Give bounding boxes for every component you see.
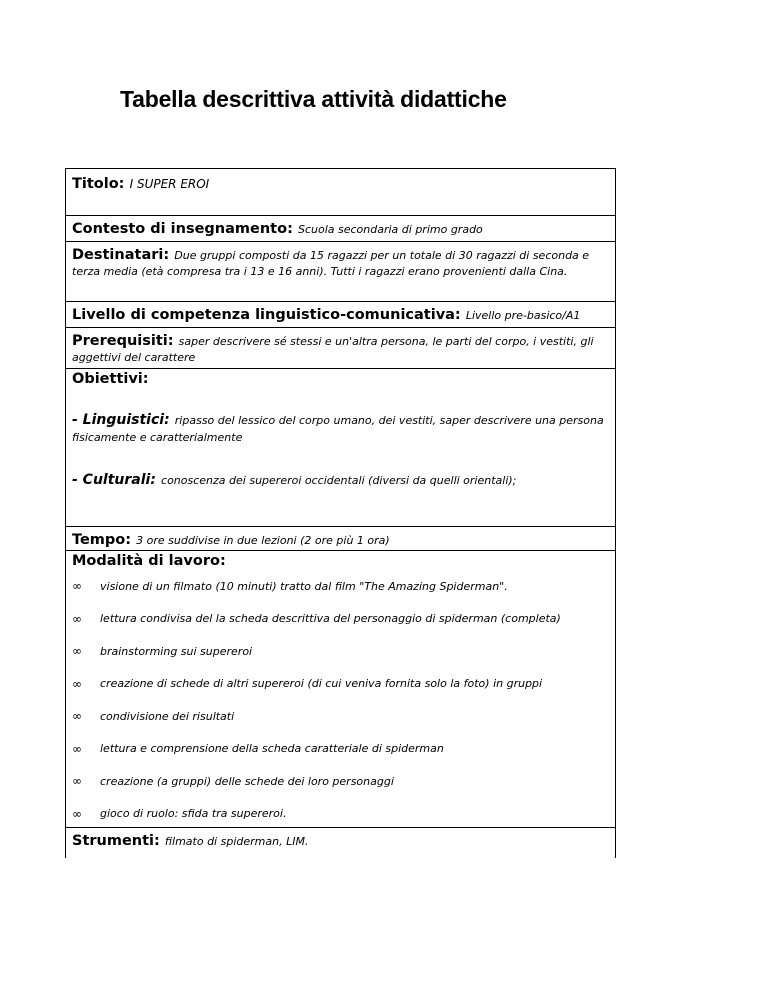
- document-title: Tabella descrittiva attività didattiche: [120, 86, 507, 112]
- list-item: [72, 603, 609, 636]
- label-linguistici: - Linguistici:: [72, 412, 170, 428]
- infinity-bullet-icon: ∞: [72, 741, 82, 756]
- list-item: [72, 765, 609, 798]
- label-modalita: Modalità di lavoro:: [72, 553, 226, 569]
- value-culturali: conoscenza dei supereroi occidentali (diversi da quelli orientali);: [161, 474, 517, 487]
- row-tempo: [66, 527, 615, 551]
- infinity-bullet-icon: ∞: [72, 676, 82, 691]
- value-contesto: Scuola secondaria di primo grado: [297, 223, 483, 236]
- row-strumenti: [66, 828, 615, 858]
- list-item-text: lettura condivisa del la scheda descrittiva del personaggio di spiderman (completa): [100, 612, 561, 626]
- list-item-text: brainstorming sui supereroi: [100, 644, 253, 658]
- label-contesto: Contesto di insegnamento:: [72, 221, 293, 237]
- label-prerequisiti: Prerequisiti:: [72, 333, 174, 349]
- infinity-bullet-icon: ∞: [72, 579, 82, 594]
- infinity-bullet-icon: ∞: [72, 709, 82, 724]
- value-livello: Livello pre-basico/A1: [465, 309, 581, 322]
- list-item: [72, 733, 609, 766]
- value-prerequisiti-line2: aggettivi del carattere: [72, 351, 196, 364]
- value-prerequisiti-line1: saper descrivere sé stessi e un'altra persona, le parti del corpo, i vestiti, gli: [178, 335, 594, 348]
- list-item: [72, 668, 609, 701]
- row-obiettivi: [66, 369, 615, 527]
- list-item: [72, 635, 609, 668]
- list-item-text: visione di un filmato (10 minuti) tratto dal film "The Amazing Spiderman".: [100, 579, 508, 593]
- label-tempo: Tempo:: [72, 532, 132, 548]
- modalita-list: [72, 570, 609, 830]
- infinity-bullet-icon: ∞: [72, 644, 82, 659]
- value-destinatari-line1: Due gruppi composti da 15 ragazzi per un totale di 30 ragazzi di seconda e: [174, 249, 590, 262]
- infinity-bullet-icon: ∞: [72, 774, 82, 789]
- row-livello: [66, 302, 615, 328]
- infinity-bullet-icon: ∞: [72, 611, 82, 626]
- label-titolo: Titolo:: [72, 176, 125, 192]
- value-strumenti: filmato di spiderman, LIM.: [164, 835, 309, 848]
- row-contesto: [66, 216, 615, 242]
- infinity-bullet-icon: ∞: [72, 806, 82, 821]
- value-linguistici-line2: fisicamente e caratterialmente: [72, 431, 243, 444]
- value-linguistici-line1: ripasso del lessico del corpo umano, dei vestiti, saper descrivere una persona: [174, 414, 604, 427]
- value-destinatari-line2: terza media (età compresa tra i 13 e 16 anni). Tutti i ragazzi erano provenienti dalla Cina.: [72, 265, 568, 278]
- list-item-text: creazione di schede di altri supereroi (di cui veniva fornita solo la foto) in gruppi: [100, 677, 543, 691]
- list-item-text: condivisione dei risultati: [100, 709, 235, 723]
- activity-table: [65, 168, 616, 858]
- row-modalita: [66, 551, 615, 828]
- value-tempo: 3 ore suddivise in due lezioni (2 ore più 1 ora): [136, 534, 390, 547]
- label-strumenti: Strumenti:: [72, 833, 160, 849]
- list-item-text: creazione (a gruppi) delle schede dei loro personaggi: [100, 774, 394, 788]
- label-livello: Livello di competenza linguistico-comunicativa:: [72, 307, 461, 323]
- row-prerequisiti: [66, 328, 615, 369]
- label-culturali: - Culturali:: [72, 472, 156, 488]
- list-item-text: gioco di ruolo: sfida tra supereroi.: [100, 807, 287, 821]
- row-titolo: [66, 169, 615, 216]
- value-titolo: I SUPER EROI: [129, 177, 210, 191]
- label-obiettivi: Obiettivi:: [72, 371, 149, 387]
- list-item: [72, 570, 609, 603]
- list-item-text: lettura e comprensione della scheda caratteriale di spiderman: [100, 742, 444, 756]
- list-item: [72, 700, 609, 733]
- list-item: [72, 798, 609, 831]
- row-destinatari: [66, 242, 615, 302]
- label-destinatari: Destinatari:: [72, 247, 170, 263]
